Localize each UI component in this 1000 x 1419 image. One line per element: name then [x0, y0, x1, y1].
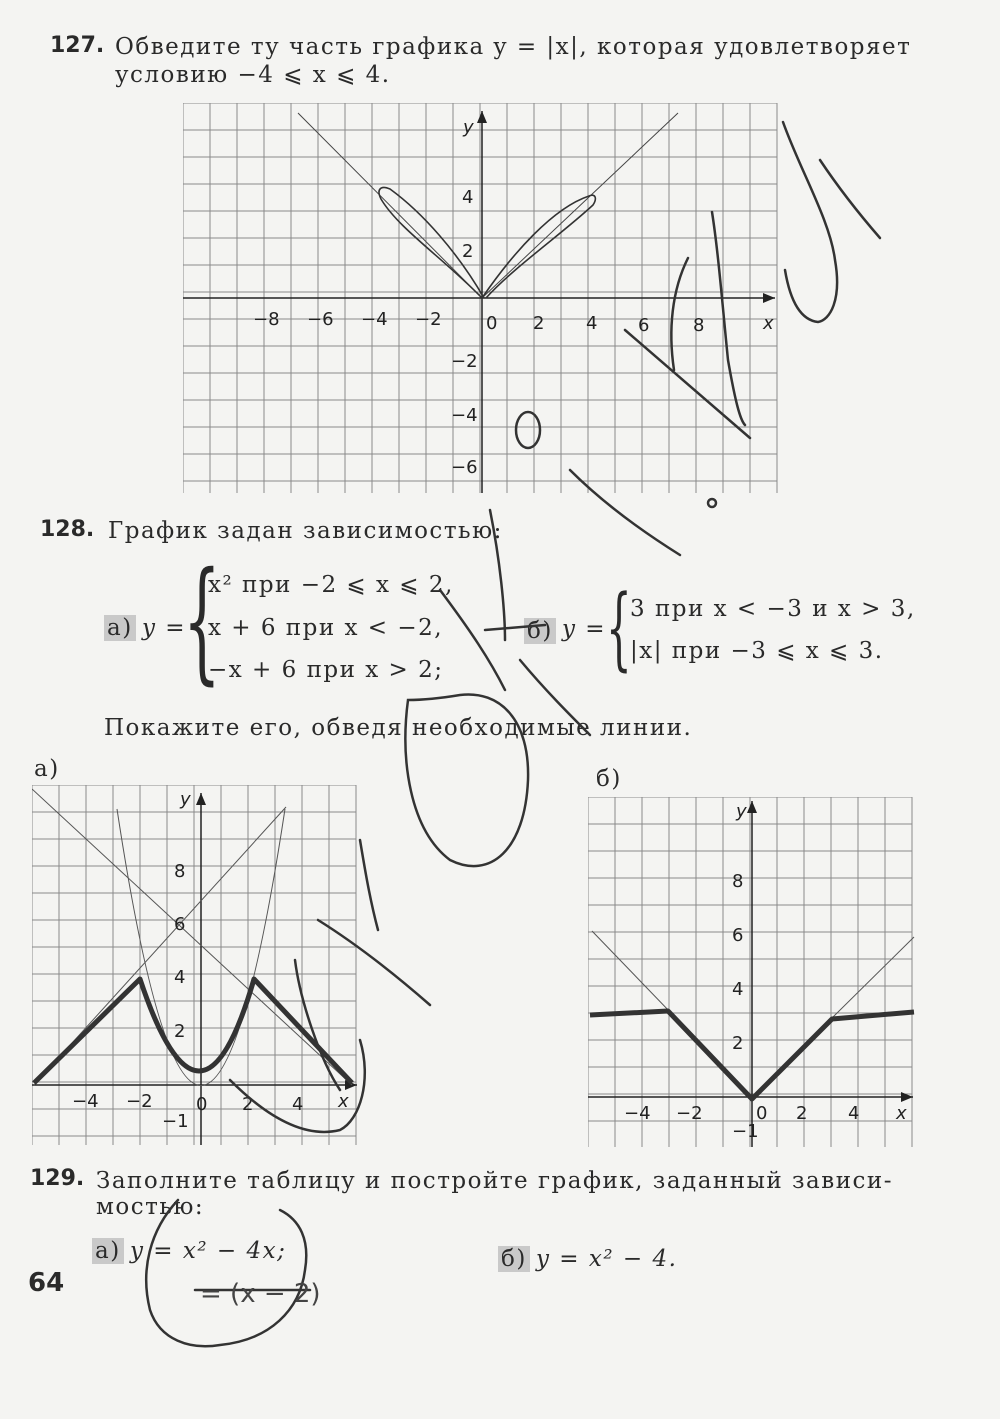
problem-128a-case2: x + 6 при x < −2,	[208, 615, 444, 641]
y-tick: 4	[462, 187, 474, 208]
x-tick: −2	[676, 1103, 703, 1124]
problem-127-text-line1: Обведите ту часть графика y = |x|, которая удовлетворяет	[115, 34, 912, 60]
problem-128b-case1: 3 при x < −3 и x > 3,	[630, 596, 916, 622]
y-tick: 4	[174, 967, 186, 988]
y-tick: −1	[732, 1121, 759, 1142]
problem-129-text-line1: Заполните таблицу и постройте график, заданный зависи-	[96, 1168, 894, 1194]
problem-129b-label: б)	[498, 1246, 530, 1272]
x-tick: −4	[624, 1103, 651, 1124]
graph-128b-label: б)	[596, 766, 622, 792]
x-tick: 0	[486, 313, 498, 334]
x-tick: 0	[196, 1094, 208, 1115]
x-tick: 4	[292, 1094, 304, 1115]
x-axis-label: x	[763, 313, 774, 334]
y-tick: −1	[162, 1111, 189, 1132]
y-tick: 8	[174, 861, 186, 882]
problem-128-number: 128.	[40, 517, 95, 542]
problem-128a-lhs: y =	[142, 615, 187, 641]
graph-128b	[588, 797, 918, 1152]
problem-129a-label: а)	[92, 1238, 124, 1264]
x-tick: 8	[693, 315, 705, 336]
y-tick: 4	[732, 979, 744, 1000]
x-tick: 2	[533, 313, 545, 334]
problem-128b-lhs: y =	[562, 616, 607, 642]
problem-127-text-line2: условию −4 ⩽ x ⩽ 4.	[115, 62, 391, 88]
y-axis-label: y	[463, 117, 474, 138]
problem-127-number: 127.	[50, 33, 105, 58]
x-axis-label: x	[896, 1103, 907, 1124]
graph-128a-label: а)	[34, 756, 60, 782]
problem-128a-case1: x² при −2 ⩽ x ⩽ 2,	[208, 572, 454, 598]
page-number: 64	[28, 1268, 65, 1298]
x-tick: −8	[253, 309, 280, 330]
y-tick: 6	[732, 925, 744, 946]
handwritten-note: = (x − 2)	[200, 1279, 321, 1309]
y-tick: 6	[174, 914, 186, 935]
problem-128-intro: График задан зависимостью:	[108, 518, 503, 544]
x-tick: 4	[586, 313, 598, 334]
x-tick: 2	[796, 1103, 808, 1124]
y-tick: −2	[451, 351, 478, 372]
x-axis-label: x	[338, 1091, 349, 1112]
problem-128-instruction: Покажите его, обведя необходимые линии.	[104, 715, 693, 741]
problem-129b-formula: y = x² − 4.	[536, 1246, 678, 1272]
y-tick: 2	[732, 1033, 744, 1054]
y-tick: 2	[462, 241, 474, 262]
x-tick: −2	[415, 309, 442, 330]
x-tick: −4	[361, 309, 388, 330]
x-tick: 6	[638, 315, 650, 336]
y-tick: −6	[451, 457, 478, 478]
problem-129-number: 129.	[30, 1166, 85, 1191]
problem-128a-label: а)	[104, 615, 136, 641]
brace-b: {	[606, 576, 632, 681]
brace-a: {	[183, 544, 221, 698]
y-tick: 8	[732, 871, 744, 892]
problem-128b-label: б)	[524, 618, 556, 644]
problem-128b-case2: |x| при −3 ⩽ x ⩽ 3.	[630, 638, 884, 664]
y-axis-label: y	[736, 801, 747, 822]
y-tick: 2	[174, 1021, 186, 1042]
x-tick: −2	[126, 1091, 153, 1112]
graph-128a	[32, 785, 362, 1150]
problem-129-text-line2: мостью:	[96, 1194, 205, 1220]
graph-127	[183, 103, 780, 495]
x-tick: 2	[242, 1094, 254, 1115]
y-tick: −4	[451, 405, 478, 426]
x-tick: 4	[848, 1103, 860, 1124]
x-tick: −4	[72, 1091, 99, 1112]
problem-128a-case3: −x + 6 при x > 2;	[208, 657, 444, 683]
y-axis-label: y	[180, 789, 191, 810]
x-tick: −6	[307, 309, 334, 330]
problem-129a-formula: y = x² − 4x;	[130, 1238, 287, 1264]
x-tick: 0	[756, 1103, 768, 1124]
